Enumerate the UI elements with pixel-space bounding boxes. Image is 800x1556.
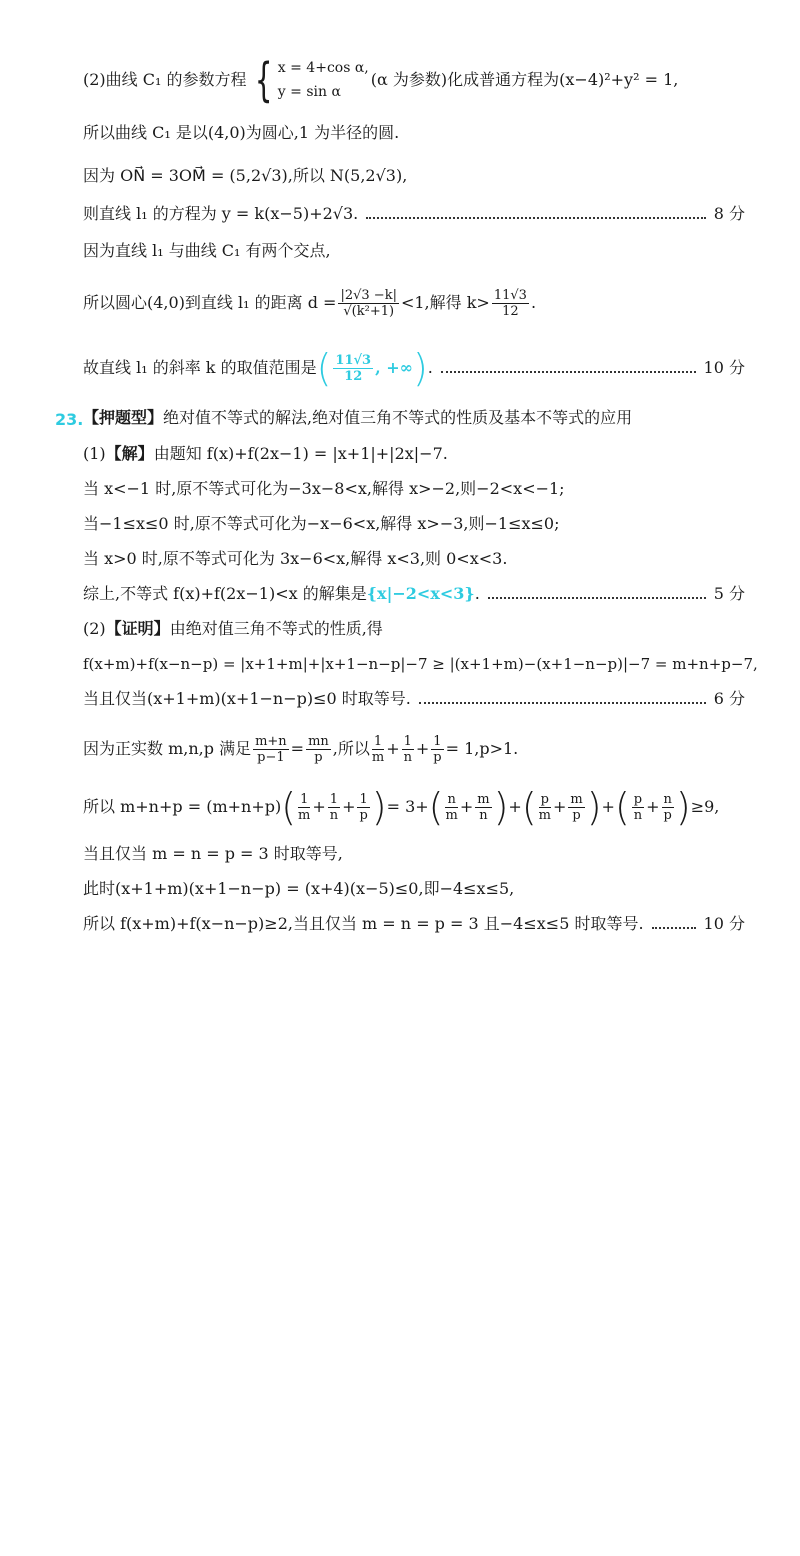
text-segment: 所以 f(x+m)+f(x−n−p)≥2,当且仅当 m = n = p = 3 且−4≤x≤5 时取等号. bbox=[83, 914, 644, 933]
range-tail: , +∞ bbox=[375, 358, 413, 377]
solution-line-5 bbox=[83, 243, 745, 259]
solution-line-7: 故直线 l₁ 的斜率 k 的取值范围是 ( $\frac{11√3}{12}$ , +∞ ) . 10 分 bbox=[83, 346, 745, 390]
text-segment: 所以曲线 C₁ 是以(4,0)为圆心,1 为半径的圆. bbox=[83, 123, 400, 142]
solution-tag: 【解】 bbox=[105, 444, 154, 463]
text-segment: (α 为参数)化成普通方程为(x−4)²+y² = 1, bbox=[370, 70, 679, 89]
text-segment: 综上,不等式 f(x)+f(2x−1)<x 的解集是 bbox=[83, 584, 367, 603]
text-segment: 所以圆心(4,0)到直线 l₁ 的距离 d = bbox=[83, 293, 337, 312]
text-segment: 故直线 l₁ 的斜率 k 的取值范围是 bbox=[83, 358, 317, 377]
bound-fraction: $\frac{11√3}{12}$ bbox=[493, 287, 527, 319]
dotted-leader bbox=[652, 927, 696, 929]
text-segment: 当 x>0 时,原不等式可化为 3x−6<x,解得 x<3,则 0<x<3. bbox=[83, 549, 508, 568]
text-segment: <1,解得 k> bbox=[400, 293, 490, 312]
solution-line-2 bbox=[83, 125, 745, 141]
text-segment: 所以 m+n+p = (m+n+p) bbox=[83, 797, 282, 816]
part2-line-8 bbox=[83, 916, 745, 932]
part1-line-2 bbox=[83, 481, 745, 497]
part2-line-6 bbox=[83, 846, 745, 862]
dotted-leader bbox=[419, 702, 706, 704]
part2-line-7 bbox=[83, 881, 745, 897]
part1-line-3 bbox=[83, 516, 745, 532]
text-segment: 因为正实数 m,n,p 满足 bbox=[83, 739, 252, 758]
text-segment: 此时(x+1+m)(x+1−n−p) = (x+4)(x−5)≤0,即−4≤x≤5, bbox=[83, 879, 515, 898]
part1-line-4 bbox=[83, 551, 745, 567]
question-23-title bbox=[83, 410, 745, 426]
text-segment: 由题知 f(x)+f(2x−1) = |x+1|+|2x|−7. bbox=[153, 444, 448, 463]
part2-line-2 bbox=[83, 655, 758, 673]
part1-line-5: 综上,不等式 f(x)+f(2x−1)<x 的解集是 {x|−2<x<3} . 5 分 bbox=[83, 584, 745, 603]
score-label: 6 分 bbox=[713, 689, 745, 708]
text-segment: 当 x<−1 时,原不等式可化为−3x−8<x,解得 x>−2,则−2<x<−1; bbox=[83, 479, 565, 498]
part2-line-4: 因为正实数 m,n,p 满足 $\frac{m+n}{p-1}$ = $\frac{mn}{p}$ ,所以 $\frac{1}{m}$ + $\frac{1}{n}$ + $\frac{1}{p}$ = 1,p>1. bbox=[83, 733, 519, 765]
part2-line-1: (2) 【证明】 由绝对值三角不等式的性质,得 bbox=[83, 619, 383, 638]
solution-line-4 bbox=[83, 206, 745, 222]
score-label: 10 分 bbox=[703, 358, 745, 377]
score-label: 10 分 bbox=[703, 914, 745, 933]
text-segment: 因为直线 l₁ 与曲线 C₁ 有两个交点, bbox=[83, 241, 331, 260]
text-segment: 当且仅当 m = n = p = 3 时取等号, bbox=[83, 844, 343, 863]
dotted-leader bbox=[441, 371, 696, 373]
text-segment: 绝对值不等式的解法,绝对值三角不等式的性质及基本不等式的应用 bbox=[163, 408, 633, 427]
text-segment: 当且仅当(x+1+m)(x+1−n−p)≤0 时取等号. bbox=[83, 689, 411, 708]
part2-line-3 bbox=[83, 691, 745, 707]
question-tag: 【押题型】 bbox=[83, 408, 164, 427]
part2-line-5: 所以 m+n+p = (m+n+p) ( $\frac{1}{m}$ + $\frac{1}{n}$ + $\frac{1}{p}$ ) = 3+ ( $\frac{n}{m}$ + $\frac{m}{n}$ ) + ( $\frac{p}{m}$ + $\frac{m}{p}$ ) + ( $\frac{p}{n}$ + $\frac{n}{p}$ ) ≥9, bbox=[83, 785, 720, 829]
solution-line-1 bbox=[83, 53, 745, 107]
text-segment: f(x+m)+f(x−n−p) = |x+1+m|+|x+1−n−p|−7 ≥ |(x+1+m)−(x+1−n−p)|−7 = m+n+p−7, bbox=[83, 655, 758, 673]
question-number: 23. bbox=[55, 410, 84, 429]
solution-line-3 bbox=[83, 168, 745, 184]
score-label: 8 分 bbox=[713, 204, 745, 223]
text-segment: 由绝对值三角不等式的性质,得 bbox=[169, 619, 383, 638]
dotted-leader bbox=[366, 217, 705, 219]
equation-system: { x = 4+cos α, y = sin α bbox=[254, 53, 369, 107]
distance-fraction: $\frac{|2√3 -k|}{\text{√(k²+1)}}$ bbox=[340, 287, 397, 319]
text-segment: (2)曲线 C₁ 的参数方程 bbox=[83, 70, 247, 89]
proof-tag: 【证明】 bbox=[105, 619, 170, 638]
part1-line-1: (1) 【解】 由题知 f(x)+f(2x−1) = |x+1|+|2x|−7. bbox=[83, 444, 448, 463]
dotted-leader bbox=[488, 597, 706, 599]
equation-top: x = 4+cos α, bbox=[277, 60, 369, 76]
solution-line-6: 所以圆心(4,0)到直线 l₁ 的距离 d = $\frac{|2√3 -k|}{\text{√(k²+1)}}$ <1,解得 k> $\frac{11√3}{12}$ . bbox=[83, 287, 537, 319]
score-label: 5 分 bbox=[713, 584, 745, 603]
equation-bottom: y = sin α bbox=[277, 84, 341, 100]
solution-set: {x|−2<x<3} bbox=[366, 584, 475, 603]
range-fraction: $\frac{11√3}{12}$ bbox=[335, 352, 372, 384]
text-segment: 当−1≤x≤0 时,原不等式可化为−x−6<x,解得 x>−3,则−1≤x≤0; bbox=[83, 514, 560, 533]
text-segment: 则直线 l₁ 的方程为 y = k(x−5)+2√3. bbox=[83, 204, 359, 223]
text-segment: 因为 ON⃗ = 3OM⃗ = (5,2√3),所以 N(5,2√3), bbox=[83, 166, 408, 185]
